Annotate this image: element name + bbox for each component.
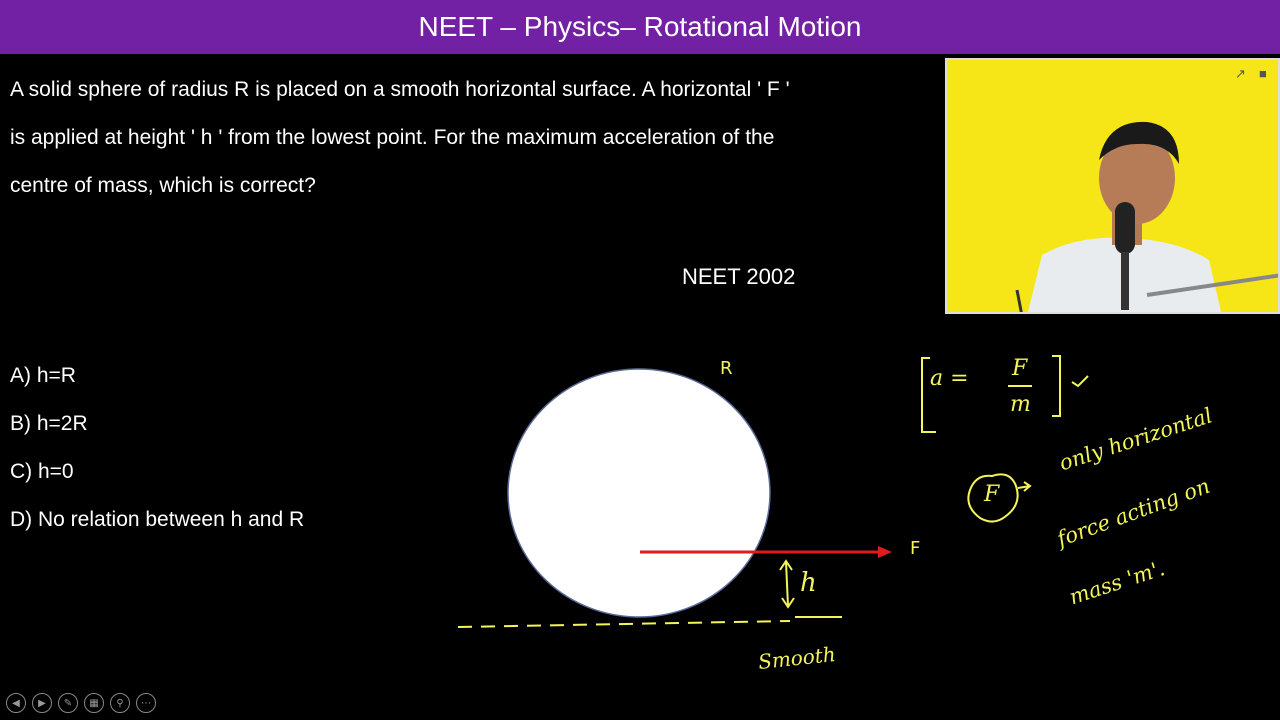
option-c: C) h=0 — [10, 460, 74, 483]
folder-icon[interactable]: ■ — [1259, 66, 1267, 81]
more-icon[interactable]: ⋯ — [136, 693, 156, 713]
formula-a: a = — [930, 366, 969, 391]
height-label: h — [800, 568, 817, 598]
solid-sphere — [508, 369, 770, 617]
previous-icon[interactable]: ◀ — [6, 693, 26, 713]
surface-dashed-line — [458, 621, 790, 627]
radius-label: R — [720, 358, 733, 379]
slideshow-controls — [6, 693, 156, 713]
height-arrow — [786, 562, 788, 606]
check-mark — [1072, 376, 1088, 386]
note-line-2: force acting on — [1053, 473, 1213, 552]
exam-year-label: NEET 2002 — [682, 264, 796, 289]
question-line-2: is applied at height ' h ' from the lowest point. For the maximum acceleration of the — [10, 126, 775, 149]
bracket-right — [1052, 356, 1060, 416]
question-line-1: A solid sphere of radius R is placed on a smooth horizontal surface. A horizontal ' F ' — [10, 78, 790, 101]
option-b: B) h=2R — [10, 412, 88, 435]
pointer-arrow — [1018, 482, 1030, 491]
formula-numerator: F — [1012, 356, 1028, 381]
force-label: F — [910, 538, 921, 559]
next-icon[interactable]: ▶ — [32, 693, 52, 713]
note-line-3: mass 'm'. — [1066, 556, 1168, 610]
force-arrow-head — [878, 546, 892, 558]
pen-icon[interactable]: ✎ — [58, 693, 78, 713]
surface-label: Smooth — [756, 642, 837, 674]
note-line-1: only horizontal — [1056, 403, 1216, 476]
question-line-3: centre of mass, which is correct? — [10, 174, 316, 197]
zoom-icon[interactable]: ⚲ — [110, 693, 130, 713]
slide-title: NEET – Physics– Rotational Motion — [418, 11, 862, 42]
option-a: A) h=R — [10, 364, 76, 387]
option-d: D) No relation between h and R — [10, 508, 305, 531]
external-link-icon[interactable]: ↗ — [1235, 66, 1246, 81]
formula-denominator: m — [1010, 392, 1031, 417]
slides-icon[interactable]: ▦ — [84, 693, 104, 713]
circled-force-label: F — [984, 482, 1000, 507]
